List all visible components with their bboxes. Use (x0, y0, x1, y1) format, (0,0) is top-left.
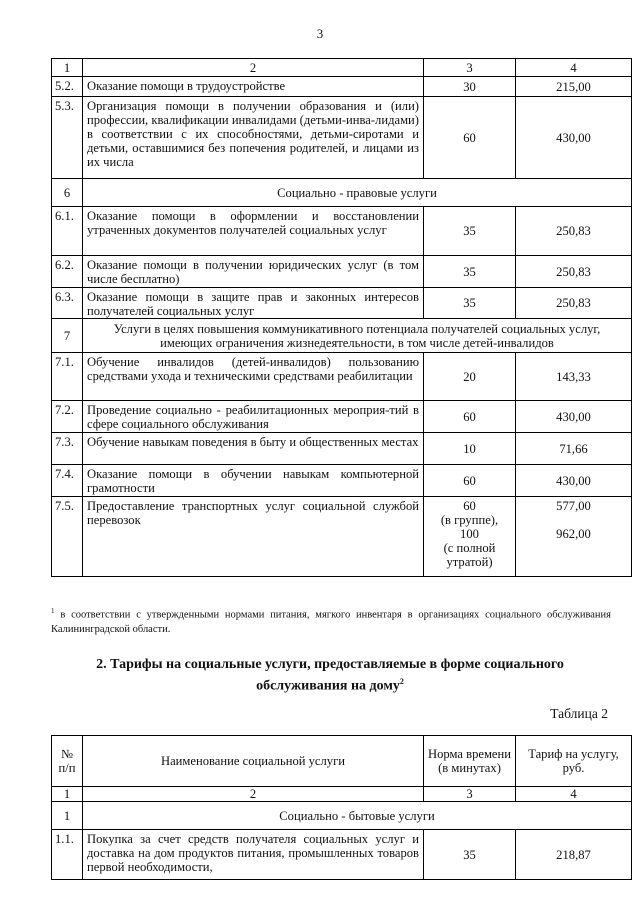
row-number: 7.1. (52, 353, 83, 401)
section-number: 6 (52, 179, 83, 207)
column-number-row (52, 787, 632, 802)
time-norm: 35 (424, 830, 516, 880)
table-row (52, 353, 632, 401)
service-name: Обучение навыкам поведения в быту и общественных местах (83, 433, 424, 465)
time-norm (424, 497, 516, 577)
row-number: 7.2. (52, 401, 83, 433)
tariff-value (516, 497, 632, 577)
tariffs-table-continued (51, 58, 632, 577)
row-number: 6.3. (52, 288, 83, 319)
service-name: Оказание помощи в трудоустройстве (83, 77, 424, 97)
column-header: Норма времени (в минутах) (424, 736, 516, 787)
footnote (51, 604, 611, 637)
service-name: Проведение социально - реабилитационных мероприя-тий в сфере социального обслуживания (83, 401, 424, 433)
time-norm: 35 (424, 207, 516, 256)
section-number: 7 (52, 319, 83, 353)
service-name: Оказание помощи в оформлении и восстановлении утраченных документов получателей социальных услуг (83, 207, 424, 256)
time-norm: 20 (424, 353, 516, 401)
section-row (52, 319, 632, 353)
table-row (52, 433, 632, 465)
tariff-value: 215,00 (516, 77, 632, 97)
row-number: 7.5. (52, 497, 83, 577)
section-title: Услуги в целях повышения коммуникативного потенциала получателей социальных услуг, имеющих ограничения жизнедеятельности, в том числе детей-инвалидов (83, 319, 632, 353)
section-heading (60, 656, 600, 695)
time-norm-line: утратой) (446, 555, 493, 569)
table-row (52, 288, 632, 319)
heading-line-2: обслуживания на дому$^2$ (256, 677, 404, 694)
tariff-value: 430,00 (516, 465, 632, 497)
tariff-value: 250,83 (516, 288, 632, 319)
service-name: Предоставление транспортных услуг социальной службой перевозок (83, 497, 424, 577)
row-number: 5.3. (52, 97, 83, 179)
table-row (52, 97, 632, 179)
tariff-value: 71,66 (516, 433, 632, 465)
time-norm: 35 (424, 256, 516, 288)
row-number: 6.2. (52, 256, 83, 288)
tariff-full: 962,00 (556, 527, 591, 541)
column-number: 3 (424, 787, 516, 802)
service-name: Оказание помощи в защите прав и законных интересов получателей социальных услуг (83, 288, 424, 319)
column-header: Наименование социальной услуги (83, 736, 424, 787)
time-norm: 10 (424, 433, 516, 465)
heading-line-1: 2. Тарифы на социальные услуги, предоставляемые в форме социального (96, 657, 564, 672)
row-number: 1.1. (52, 830, 83, 880)
row-number: 5.2. (52, 77, 83, 97)
table-row (52, 401, 632, 433)
heading-footnote-mark: 2 (399, 677, 404, 686)
column-number: 4 (516, 787, 632, 802)
column-header: Тариф на услугу, руб. (516, 736, 632, 787)
section-row (52, 179, 632, 207)
tariff-group: 577,00 (556, 499, 591, 513)
row-number: 6.1. (52, 207, 83, 256)
time-norm-line: 100 (460, 527, 479, 541)
service-name: Оказание помощи в обучении навыкам компьютерной грамотности (83, 465, 424, 497)
table-row (52, 256, 632, 288)
time-norm-line: (с полной (443, 541, 496, 555)
table-label: Таблица 2 (550, 706, 608, 721)
row-number: 7.3. (52, 433, 83, 465)
home-services-tariffs-table (51, 735, 632, 880)
column-number: 3 (424, 59, 516, 77)
row-number: 7.4. (52, 465, 83, 497)
table-row (52, 77, 632, 97)
time-norm: 60 (424, 401, 516, 433)
footnote-mark: 1 (51, 607, 55, 615)
tariff-value: 250,83 (516, 256, 632, 288)
footnote-text: в соответствии с утвержденными нормами питания, мягкого инвентаря в организациях социального обслуживания Калининградской области. (51, 609, 611, 635)
column-number: 1 (52, 787, 83, 802)
tariff-value: 430,00 (516, 97, 632, 179)
service-name: Обучение инвалидов (детей-инвалидов) пользованию средствами ухода и техническими средствами реабилитации (83, 353, 424, 401)
column-header: № п/п (52, 736, 83, 787)
page-number: 3 (316, 26, 324, 41)
column-number: 1 (52, 59, 83, 77)
table-row (52, 830, 632, 880)
time-norm: 60 (424, 97, 516, 179)
tariff-value: 218,87 (516, 830, 632, 880)
table-row (52, 207, 632, 256)
section-title: Социально - правовые услуги (83, 179, 632, 207)
tariff-value: 143,33 (516, 353, 632, 401)
service-name: Оказание помощи в получении юридических услуг (в том числе бесплатно) (83, 256, 424, 288)
table-header-row (52, 736, 632, 787)
service-name: Покупка за счет средств получателя социальных услуг и доставка на дом продуктов питания, промышленных товаров первой необходимости, (83, 830, 424, 880)
section-row (52, 802, 632, 830)
time-norm-line: (в группе), (440, 513, 499, 527)
column-number-row (52, 59, 632, 77)
time-norm: 60 (424, 465, 516, 497)
section-title: Социально - бытовые услуги (83, 802, 632, 830)
service-name: Организация помощи в получении образования и (или) профессии, квалификации инвалидами (детьми-инва-лидами) в соответствии с их способностями, детьми-сиротами и детьми, оставшимися без попечения родителей, и лицами из их числа (83, 97, 424, 179)
column-number: 4 (516, 59, 632, 77)
time-norm: 30 (424, 77, 516, 97)
table-row (52, 497, 632, 577)
column-number: 2 (83, 59, 424, 77)
time-norm: 35 (424, 288, 516, 319)
tariff-value: 250,83 (516, 207, 632, 256)
table-row (52, 465, 632, 497)
tariff-value: 430,00 (516, 401, 632, 433)
section-number: 1 (52, 802, 83, 830)
time-norm-line: 60 (463, 499, 476, 513)
column-number: 2 (83, 787, 424, 802)
